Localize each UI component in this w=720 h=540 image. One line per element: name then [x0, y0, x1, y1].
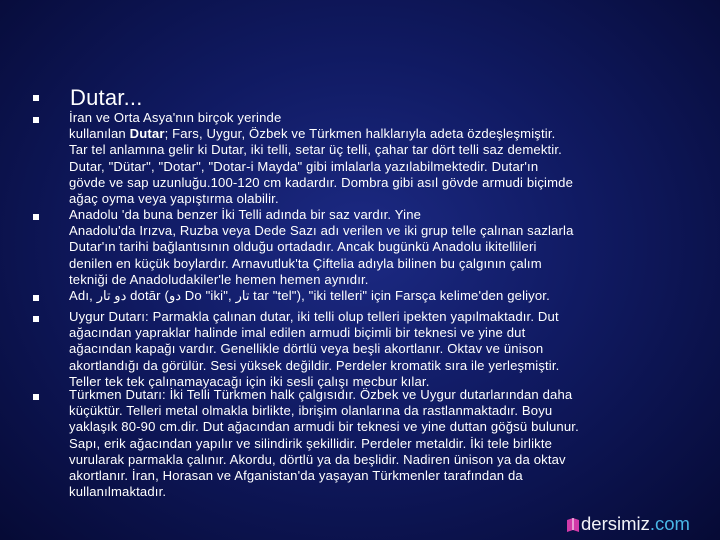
text-line: [69, 288, 701, 304]
arabic-word: تار: [235, 288, 250, 303]
slide-title: Dutar...: [70, 85, 143, 110]
bullet-icon: [33, 95, 39, 101]
text-line: ağaç oyma veya yapıştırma olabilir.: [69, 191, 279, 207]
text-line: Tar tel anlamına gelir ki Dutar, iki telli, setar üç telli, çahar tar dört telli saz demektir.: [69, 142, 562, 158]
bullet-icon: [33, 316, 39, 322]
text-line: gövde ve sap uzunluğu.100-120 cm kadardır. Dombra gibi asıl gövde armudi biçimde: [69, 174, 574, 190]
arabic-word: دو: [168, 288, 182, 303]
text-line: yaklaşık 80-90 cm.dir. Dut ağacından armudi bir teknesi ve yine duttan göğsü bulunur.: [69, 419, 579, 435]
text-line: Teller tek tek çalınamayacağı için iki sesli çalışı mecbur kılar.: [69, 373, 430, 389]
text-line: denilen en küçük boylardır. Arnavutluk'ta Çiftelia adıyla bilinen bu çalgının çalım: [69, 255, 542, 271]
text-line: [69, 126, 701, 142]
paragraph-anadolu: [69, 207, 701, 288]
arabic-word: دو تار: [96, 288, 127, 303]
text-segment: kullanılan: [69, 126, 130, 142]
logo-text: dersimiz: [581, 513, 650, 534]
text-segment: Adı,: [69, 288, 97, 303]
text-line: Anadolu'da Irızva, Ruzba veya Dede Sazı adı verilen ve iki grup telle çalınan sazlarla: [69, 223, 574, 239]
text-segment: dotār (: [126, 288, 169, 303]
paragraph-turkmen: [69, 387, 701, 500]
text-line: kullanılmaktadır.: [69, 484, 167, 500]
bold-term: Dutar: [129, 126, 165, 142]
bullet-icon: [33, 394, 39, 400]
text-line: Sapı, erik ağacından yapılır ve silindirik şekillidir. Perdeler metaldir. İki tele birlikte: [69, 435, 553, 451]
text-line: Anadolu 'da buna benzer İki Telli adında bir saz vardır. Yine: [69, 207, 422, 222]
paragraph-uygur: [69, 309, 701, 390]
text-segment: ; Fars, Uygur, Özbek ve Türkmen halklarıyla adeta özdeşleşmiştir.: [164, 126, 556, 142]
bullet-icon: [33, 117, 39, 123]
text-line: vurularak parmakla çalınır. Akordu, dörtlü ya da beşlidir. Nadiren ünison ya da oktav: [69, 451, 566, 467]
text-line: akortlandığı da görülür. Sesi yüksek değildir. Perdeler kromatik sıra ile yerleşmiştir.: [69, 357, 560, 373]
site-logo: [566, 513, 690, 537]
text-line: Türkmen Dutarı: İki Telli Türkmen halk çalgısıdır. Özbek ve Uygur dutarlarından daha: [69, 387, 573, 402]
text-line: akortlanır. İran, Horasan ve Afganistan'da yaşayan Türkmenler tarafından da: [69, 468, 523, 484]
bullet-icon: [33, 214, 39, 220]
text-line: ağacından yapraklar halinde imal edilen armudi biçimli bir teknesi ve yine dut: [69, 325, 526, 341]
logo-tld: .com: [649, 513, 690, 534]
text-line: Uygur Dutarı: Parmakla çalınan dutar, iki telli olup telleri ipekten yapılmaktadır. Dut: [69, 309, 559, 324]
text-line: tekniği de Anadoludakiler'le hemen hemen aynıdır.: [69, 271, 369, 287]
text-segment: tar "tel"), "iki telleri" için Farsça kelime'den geliyor.: [249, 288, 550, 303]
paragraph-iran: [69, 110, 701, 207]
text-line: İran ve Orta Asya'nın birçok yerinde: [69, 110, 282, 125]
book-mark-icon: [566, 517, 580, 533]
text-line: ağacından kapağı vardır. Genellikle dörtlü veya beşli akortlanır. Oktav ve ünison: [69, 341, 544, 357]
text-line: Dutar'ın tarihi bağlantısının olduğu ortadadır. Ancak bugünkü Anadolu ikitellileri: [69, 239, 537, 255]
text-line: küçüktür. Telleri metal olmakla birlikte, ibrişim olanlarına da rastlanmaktadır. Boyu: [69, 403, 553, 419]
bullet-icon: [33, 295, 39, 301]
text-segment: Do "iki",: [181, 288, 236, 303]
text-line: Dutar, "Dütar", "Dotar", "Dotar-i Mayda" gibi imlalarla yazılabilmektedir. Dutar'ın: [69, 158, 539, 174]
paragraph-etymology: [69, 288, 701, 304]
